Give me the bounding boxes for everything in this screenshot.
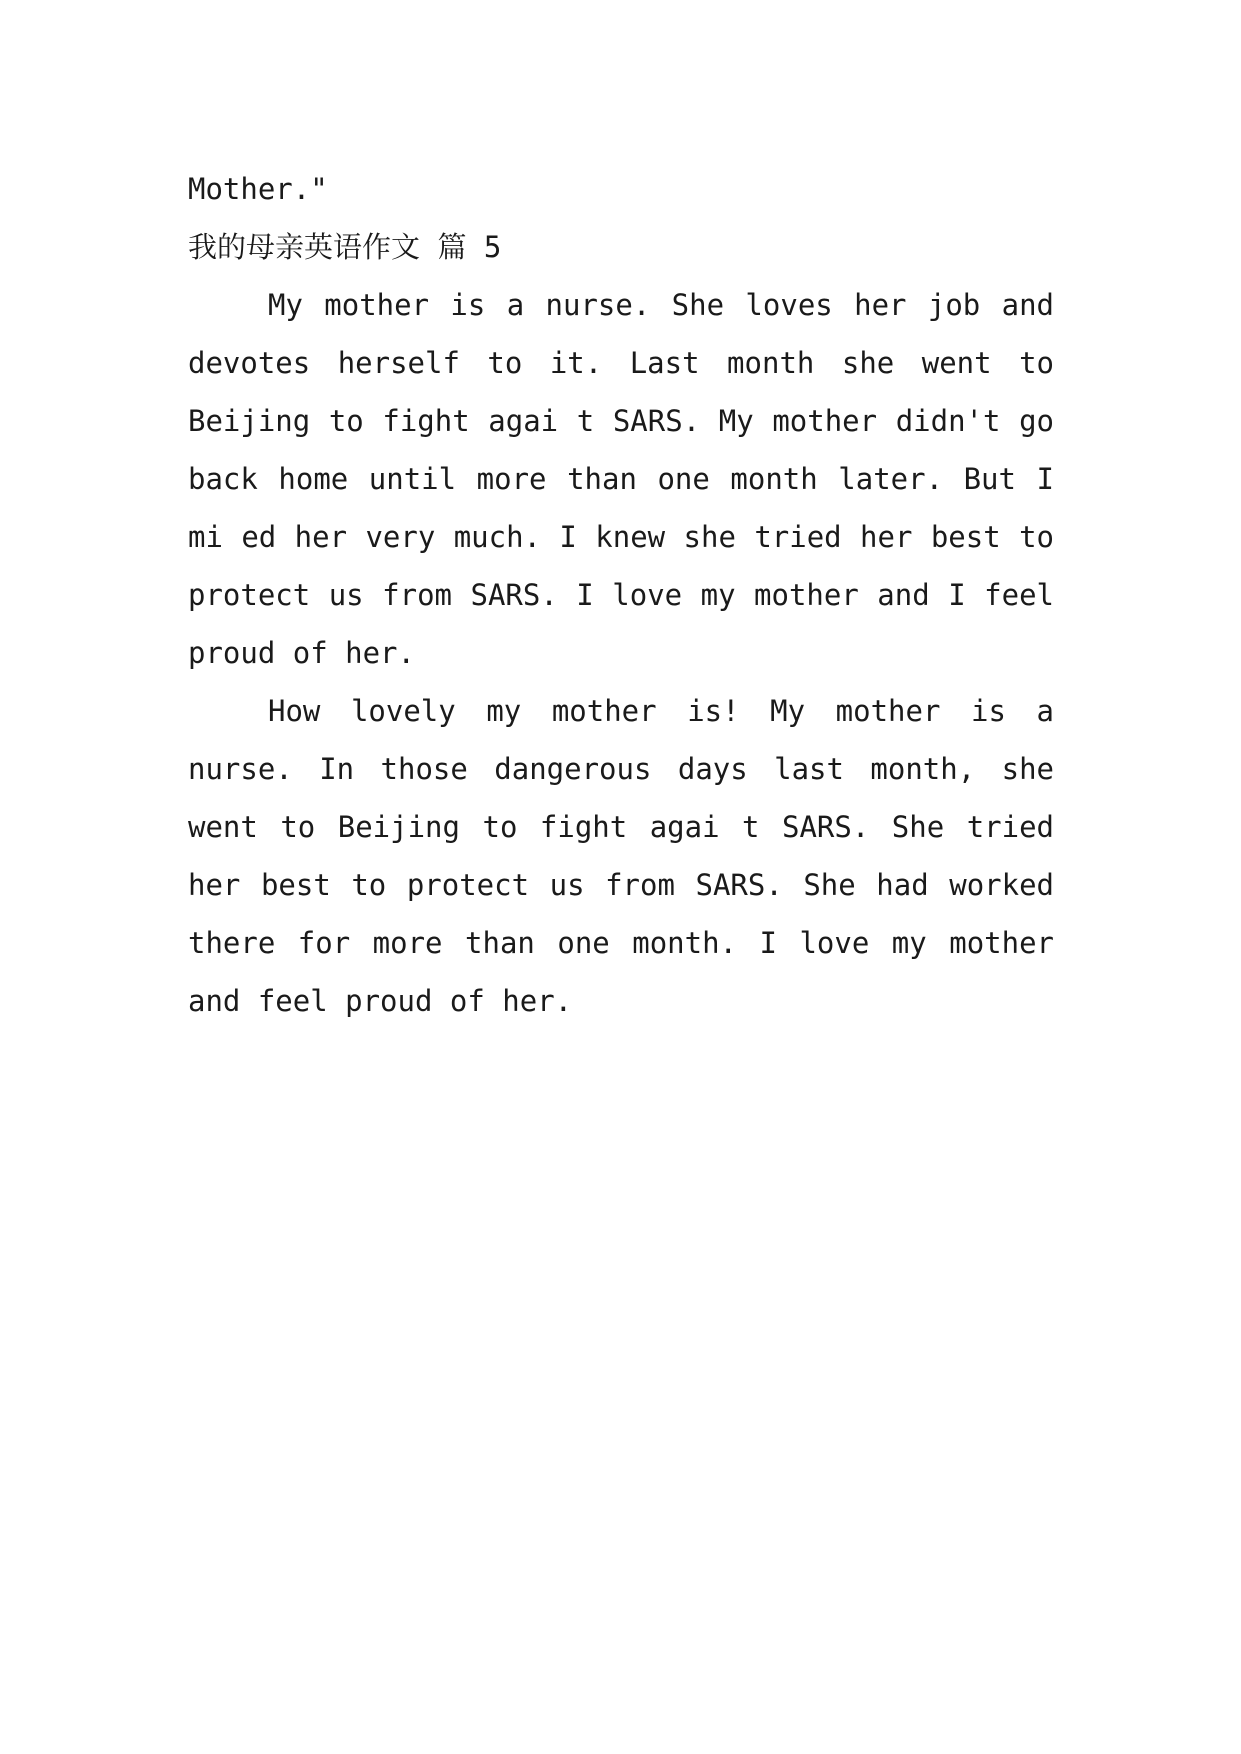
essay-heading: 我的母亲英语作文 篇 5 [188,230,502,264]
document-body [188,160,1054,1030]
paragraph-1: My mother is a nurse. She loves her job and devotes herself to it. Last month she went to Beijing to fight agai t SARS. My mother didn't go back home until more than one month later. But I mi ed her very much. I knew she tried her best to protect us from SARS. I love my mother and I feel proud of her. [188,288,1054,670]
paragraph-2: How lovely my mother is! My mother is a nurse. In those dangerous days last month, she went to Beijing to fight agai t SARS. She tried her best to protect us from SARS. She had worked there for more than one month. I love my mother and feel proud of her. [188,694,1054,1018]
carryover-line: Mother." [188,172,328,206]
